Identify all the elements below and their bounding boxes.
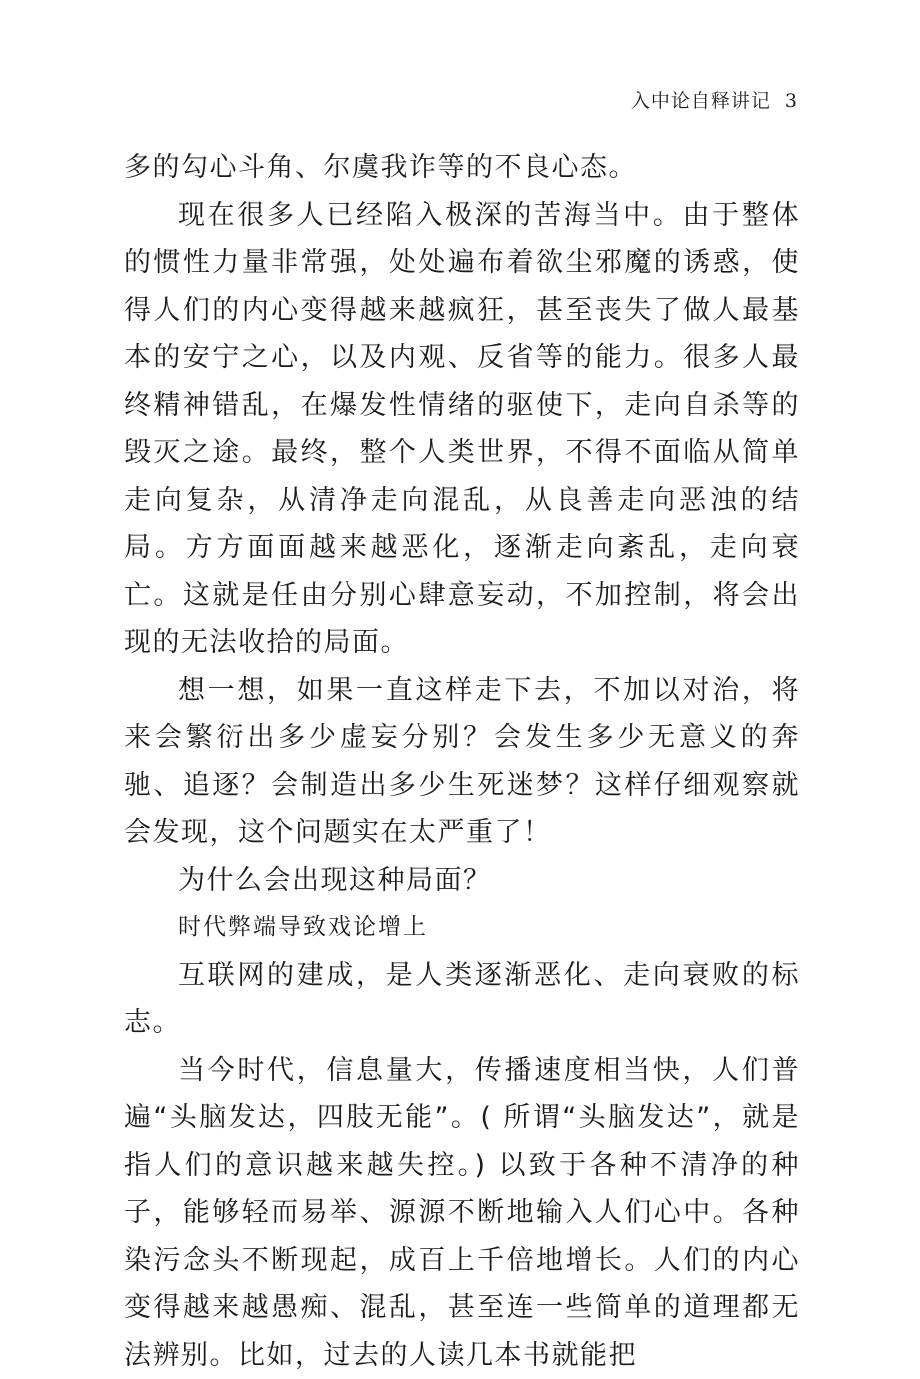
section-heading: 时代弊端导致戏论增上: [124, 904, 800, 952]
body-text: [124, 144, 800, 1379]
running-header: [631, 86, 798, 113]
paragraph: 为什么会出现这种局面？: [124, 857, 800, 905]
paragraph: 现在很多人已经陷入极深的苦海当中。由于整体的惯性力量非常强，处处遍布着欲尘邪魔的诱惑，使得人们的内心变得越来越疯狂，甚至丧失了做人最基本的安宁之心，以及内观、反省等的能力。很多人最终精神错乱，在爆发性情绪的驱使下，走向自杀等的毁灭之途。最终，整个人类世界，不得不面临从简单走向复杂，从清净走向混乱，从良善走向恶浊的结局。方方面面越来越恶化，逐渐走向紊乱，走向衰亡。这就是任由分别心肆意妄动，不加控制，将会出现的无法收拾的局面。: [124, 192, 800, 667]
book-title: 入中论自释讲记: [631, 90, 771, 112]
paragraph: 想一想，如果一直这样走下去，不加以对治，将来会繁衍出多少虚妄分别？会发生多少无意义的奔驰、追逐？会制造出多少生死迷梦？这样仔细观察就会发现，这个问题实在太严重了！: [124, 667, 800, 857]
page-number: 3: [785, 90, 798, 112]
paragraph: 当今时代，信息量大，传播速度相当快，人们普遍“头脑发达，四肢无能”。( 所谓“头脑发达”，就是指人们的意识越来越失控。) 以致于各种不清净的种子，能够轻而易举、源源不断地输入人们心中。各种染污念头不断现起，成百上千倍地增长。人们的内心变得越来越愚痴、混乱，甚至连一些简单的道理都无法辨别。比如，过去的人读几本书就能把: [124, 1047, 800, 1379]
paragraph: 互联网的建成，是人类逐渐恶化、走向衰败的标志。: [124, 952, 800, 1047]
paragraph-continuation: 多的勾心斗角、尔虞我诈等的不良心态。: [124, 144, 800, 192]
